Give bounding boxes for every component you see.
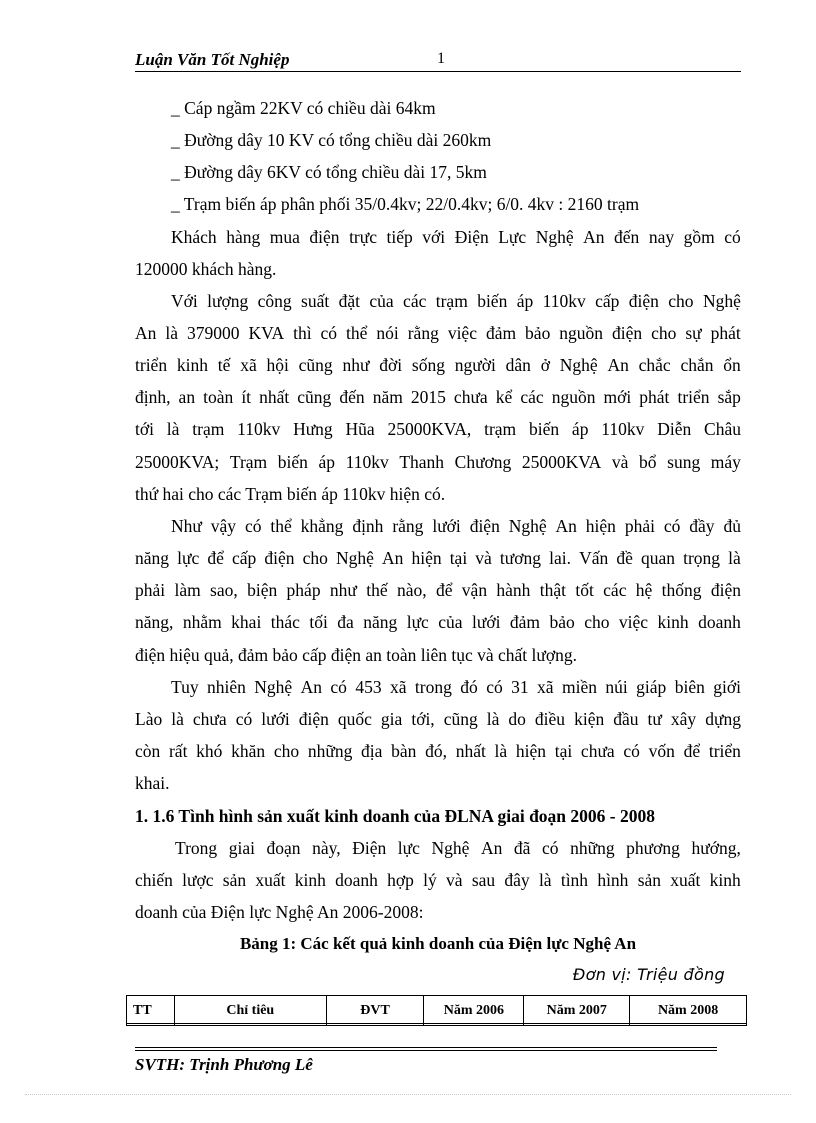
paragraph-line: định, an toàn ít nhất cũng đến năm 2015 chưa kể các nguồn mới phát triển sắp — [135, 387, 741, 407]
paragraph-line: triển kinh tế xã hội cũng như đời sống người dân ở Nghệ An chắc chắn ổn — [135, 355, 741, 375]
header-title: Luận Văn Tốt Nghiệp — [135, 50, 290, 69]
paragraph-line: khai. — [135, 773, 170, 793]
paragraph-line: 120000 khách hàng. — [135, 259, 277, 279]
header-rule — [135, 71, 741, 72]
paragraph-line: Trong giai đoạn này, Điện lực Nghệ An đã có những phương hướng, — [175, 838, 741, 858]
paragraph-line: tới là trạm 110kv Hưng Hũa 25000KVA, trạm biến áp 110kv Diễn Châu — [135, 419, 741, 439]
table-unit: Đơn vị: Triệu đồng — [572, 965, 725, 984]
table-header-row — [127, 996, 747, 1026]
paragraph-line: Lào là chưa có lưới điện quốc gia tới, cũng là do điều kiện đầu tư xây dựng — [135, 709, 741, 729]
paragraph-line: phải làm sao, biện pháp như thế nào, để vận hành thật tốt các hệ thống điện — [135, 580, 741, 600]
paragraph-line: thứ hai cho các Trạm biến áp 110kv hiện có. — [135, 484, 446, 504]
list-item: _ Đường dây 10 KV có tổng chiều dài 260km — [171, 130, 492, 150]
column-header: Năm 2008 — [630, 996, 747, 1026]
page-number: 1 — [437, 50, 445, 67]
paragraph-line: năng, nhằm khai thác tối đa năng lực của lưới đảm bảo cho việc kinh doanh — [135, 612, 741, 632]
section-heading: 1. 1.6 Tình hình sản xuất kinh doanh của ĐLNA giai đoạn 2006 - 2008 — [135, 806, 655, 826]
footer-rule — [135, 1047, 717, 1051]
paragraph-line: Như vậy có thể khẳng định rằng lưới điện Nghệ An hiện phải có đầy đủ — [171, 516, 741, 536]
list-item: _ Cáp ngầm 22KV có chiều dài 64km — [171, 98, 436, 118]
paragraph-line: Với lượng công suất đặt của các trạm biến áp 110kv cấp điện cho Nghệ — [171, 291, 741, 311]
paragraph-line: 25000KVA; Trạm biến áp 110kv Thanh Chương 25000KVA và bổ sung máy — [135, 452, 741, 472]
table-caption: Bảng 1: Các kết quả kinh doanh của Điện lực Nghệ An — [239, 934, 637, 953]
list-item: _ Trạm biến áp phân phối 35/0.4kv; 22/0.4kv; 6/0. 4kv : 2160 trạm — [171, 194, 640, 214]
paragraph-line: năng lực để cấp điện cho Nghệ An hiện tại và tương lai. Vấn đề quan trọng là — [135, 548, 741, 568]
column-header: ĐVT — [326, 996, 424, 1026]
column-header: Chỉ tiêu — [174, 996, 326, 1026]
column-header: TT — [127, 996, 175, 1026]
footer-author: SVTH: Trịnh Phương Lê — [135, 1055, 313, 1074]
paragraph-line: An là 379000 KVA thì có thể nói rằng việc đảm bảo nguồn điện cho sự phát — [135, 323, 741, 343]
paragraph-line: chiến lược sản xuất kinh doanh hợp lý và sau đây là tình hình sản xuất kinh — [135, 870, 741, 890]
paragraph-line: Tuy nhiên Nghệ An có 453 xã trong đó có 31 xã miền núi giáp biên giới — [171, 677, 741, 697]
paragraph-line: điện hiệu quả, đảm bảo cấp điện an toàn liên tục và chất lượng. — [135, 645, 577, 665]
column-header: Năm 2007 — [524, 996, 630, 1026]
table-double-rule — [126, 1023, 747, 1026]
paragraph-line: doanh của Điện lực Nghệ An 2006-2008: — [135, 902, 424, 922]
page-header — [135, 48, 741, 74]
paragraph-line: Khách hàng mua điện trực tiếp với Điện Lực Nghệ An đến nay gồm có — [171, 227, 741, 247]
column-header: Năm 2006 — [424, 996, 524, 1026]
results-table — [126, 995, 747, 1026]
page-edge — [25, 1094, 791, 1095]
list-item: _ Đường dây 6KV có tổng chiều dài 17, 5km — [171, 162, 487, 182]
paragraph-line: còn rất khó khăn cho những địa bàn đó, nhất là hiện tại chưa có vốn để triển — [135, 741, 741, 761]
